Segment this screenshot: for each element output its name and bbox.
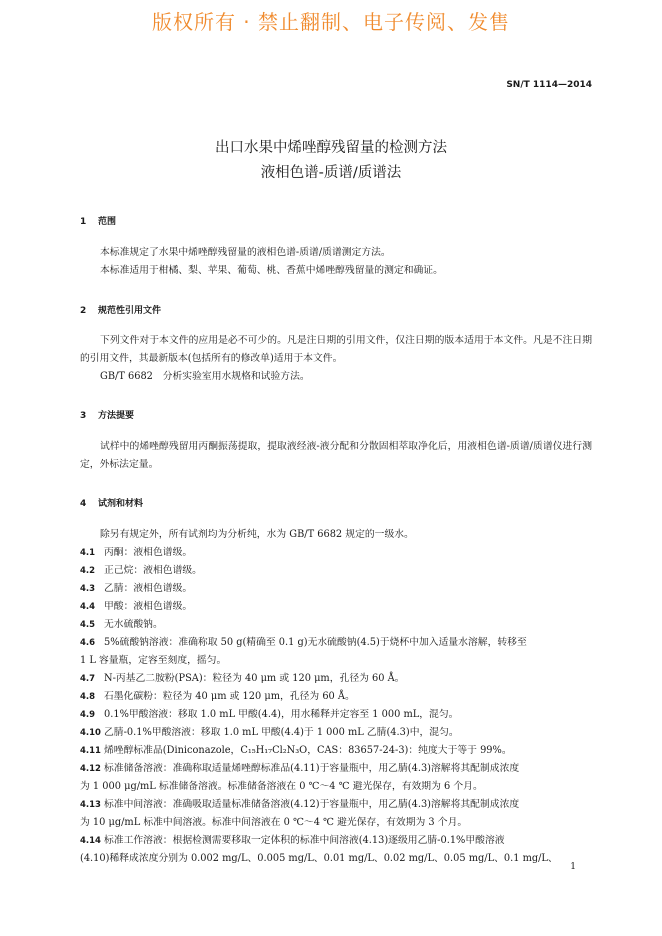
reagent-text: 标准中间溶液：准确吸取适量标准储备溶液(4.12)于容量瓶中，用乙腈(4.3)溶解将其配制成浓度 <box>104 799 520 810</box>
section-number: 2 <box>80 306 87 316</box>
reagent-item <box>80 670 600 688</box>
reagent-text: 甲酸：液相色谱级。 <box>104 601 193 612</box>
reagent-continuation: 1 L 容量瓶，定容至刻度，摇匀。 <box>80 655 227 666</box>
section-title: 范围 <box>98 217 117 227</box>
reagent-number: 4.4 <box>80 602 96 612</box>
section-heading-reagents <box>80 496 143 509</box>
reagent-text: 标准工作溶液：根据检测需要移取一定体积的标准中间溶液(4.13)逐级用乙腈-0.1%甲酸溶液 <box>104 835 505 846</box>
reagent-item <box>80 580 600 598</box>
summary-paragraph: 试样中的烯唑醇残留用丙酮振荡提取，提取液经液-液分配和分散固相萃取净化后，用液相色谱-质谱/质谱仪进行测定，外标法定量。 <box>80 441 592 470</box>
reagent-item <box>80 724 600 742</box>
reagent-text: 标准储备溶液：准确称取适量烯唑醇标准品(4.11)于容量瓶中，用乙腈(4.3)溶解将其配制成浓度 <box>104 763 520 774</box>
reagent-item <box>80 634 600 652</box>
reagents-intro: 除另有规定外，所有试剂均为分析纯，水为 GB/T 6682 规定的一级水。 <box>100 529 414 540</box>
section-heading-references <box>80 303 161 316</box>
reagent-number: 4.8 <box>80 692 96 702</box>
section-number: 4 <box>80 499 87 509</box>
standard-number: SN/T 1114—2014 <box>506 80 592 90</box>
reagent-number: 4.14 <box>80 836 101 846</box>
reagent-continuation: (4.10)稀释成浓度分别为 0.002 mg/L、0.005 mg/L、0.01 mg/L、0.02 mg/L、0.05 mg/L、0.1 mg/L、 <box>80 853 558 864</box>
reagent-number: 4.13 <box>80 800 101 810</box>
reagent-text: 无水硫酸钠。 <box>104 619 163 630</box>
reagent-text: 乙腈-0.1%甲酸溶液：移取 1.0 mL 甲酸(4.4)于 1 000 mL 乙腈(4.3)中，混匀。 <box>104 727 459 738</box>
reagent-number: 4.1 <box>80 548 96 558</box>
section-number: 1 <box>80 217 87 227</box>
reagent-item <box>80 796 600 814</box>
reagent-item <box>80 562 600 580</box>
reagent-text: 0.1%甲酸溶液：移取 1.0 mL 甲酸(4.4)，用水稀释并定容至 1 000 mL，混匀。 <box>104 709 459 720</box>
reagent-number: 4.11 <box>80 746 101 756</box>
reagent-item <box>80 706 600 724</box>
reagent-text: 石墨化碳粉：粒径为 40 μm 或 120 μm，孔径为 60 Å。 <box>104 691 355 702</box>
reagent-item <box>80 544 600 562</box>
reagent-number: 4.9 <box>80 710 96 720</box>
scope-paragraph-1: 本标准规定了水果中烯唑醇残留量的液相色谱-质谱/质谱测定方法。 <box>100 247 391 258</box>
document-title: 出口水果中烯唑醇残留量的检测方法 <box>215 140 447 156</box>
reagent-text: 5%硫酸钠溶液：准确称取 50 g(精确至 0.1 g)无水硫酸钠(4.5)于烧杯中加入适量水溶解，转移至 <box>104 637 527 648</box>
reagent-continuation: 为 1 000 μg/mL 标准储备溶液。标准储备溶液在 0 ℃～4 ℃ 避光保存，有效期为 6 个月。 <box>80 781 483 792</box>
reagent-item <box>80 760 600 778</box>
references-paragraph-2: GB/T 6682 分析实验室用水规格和试验方法。 <box>100 371 310 382</box>
reagent-continuation: 为 10 μg/mL 标准中间溶液。标准中间溶液在 0 ℃～4 ℃ 避光保存，有效期为 3 个月。 <box>80 817 468 828</box>
watermark: 版权所有 · 禁止翻制、电子传阅、发售 <box>151 10 511 34</box>
section-heading-scope <box>80 214 116 227</box>
section-title: 规范性引用文件 <box>98 306 162 316</box>
reagent-item <box>80 688 600 706</box>
reagent-number: 4.12 <box>80 764 101 774</box>
reagent-number: 4.10 <box>80 728 101 738</box>
section-number: 3 <box>80 411 87 421</box>
section-title: 试剂和材料 <box>98 499 144 509</box>
reagent-number: 4.3 <box>80 584 96 594</box>
reagent-text: N-丙基乙二胺粉(PSA)：粒径为 40 μm 或 120 μm，孔径为 60 Å。 <box>104 673 405 684</box>
reagent-item <box>80 742 600 760</box>
reagent-text: 烯唑醇标准品(Diniconazole，C₁₅H₁₇Cl₂N₃O，CAS：83657-24-3)：纯度大于等于 99%。 <box>104 745 512 756</box>
reagent-item <box>80 598 600 616</box>
reagent-item <box>80 832 600 850</box>
references-paragraph-1: 下列文件对于本文件的应用是必不可少的。凡是注日期的引用文件，仅注日期的版本适用于本文件。凡是不注日期的引用文件，其最新版本(包括所有的修改单)适用于本文件。 <box>80 335 592 364</box>
reagent-number: 4.7 <box>80 674 96 684</box>
reagent-text: 丙酮：液相色谱级。 <box>104 547 193 558</box>
page-number: 1 <box>570 862 576 872</box>
reagent-number: 4.6 <box>80 638 96 648</box>
document-subtitle: 液相色谱-质谱/质谱法 <box>260 165 402 181</box>
section-heading-summary <box>80 408 134 421</box>
reagent-number: 4.2 <box>80 566 96 576</box>
reagent-number: 4.5 <box>80 620 96 630</box>
section-title: 方法提要 <box>98 411 135 421</box>
reagent-item <box>80 616 600 634</box>
scope-paragraph-2: 本标准适用于柑橘、梨、苹果、葡萄、桃、香蕉中烯唑醇残留量的测定和确证。 <box>100 265 443 276</box>
reagent-text: 乙腈：液相色谱级。 <box>104 583 193 594</box>
reagent-text: 正己烷：液相色谱级。 <box>104 565 202 576</box>
